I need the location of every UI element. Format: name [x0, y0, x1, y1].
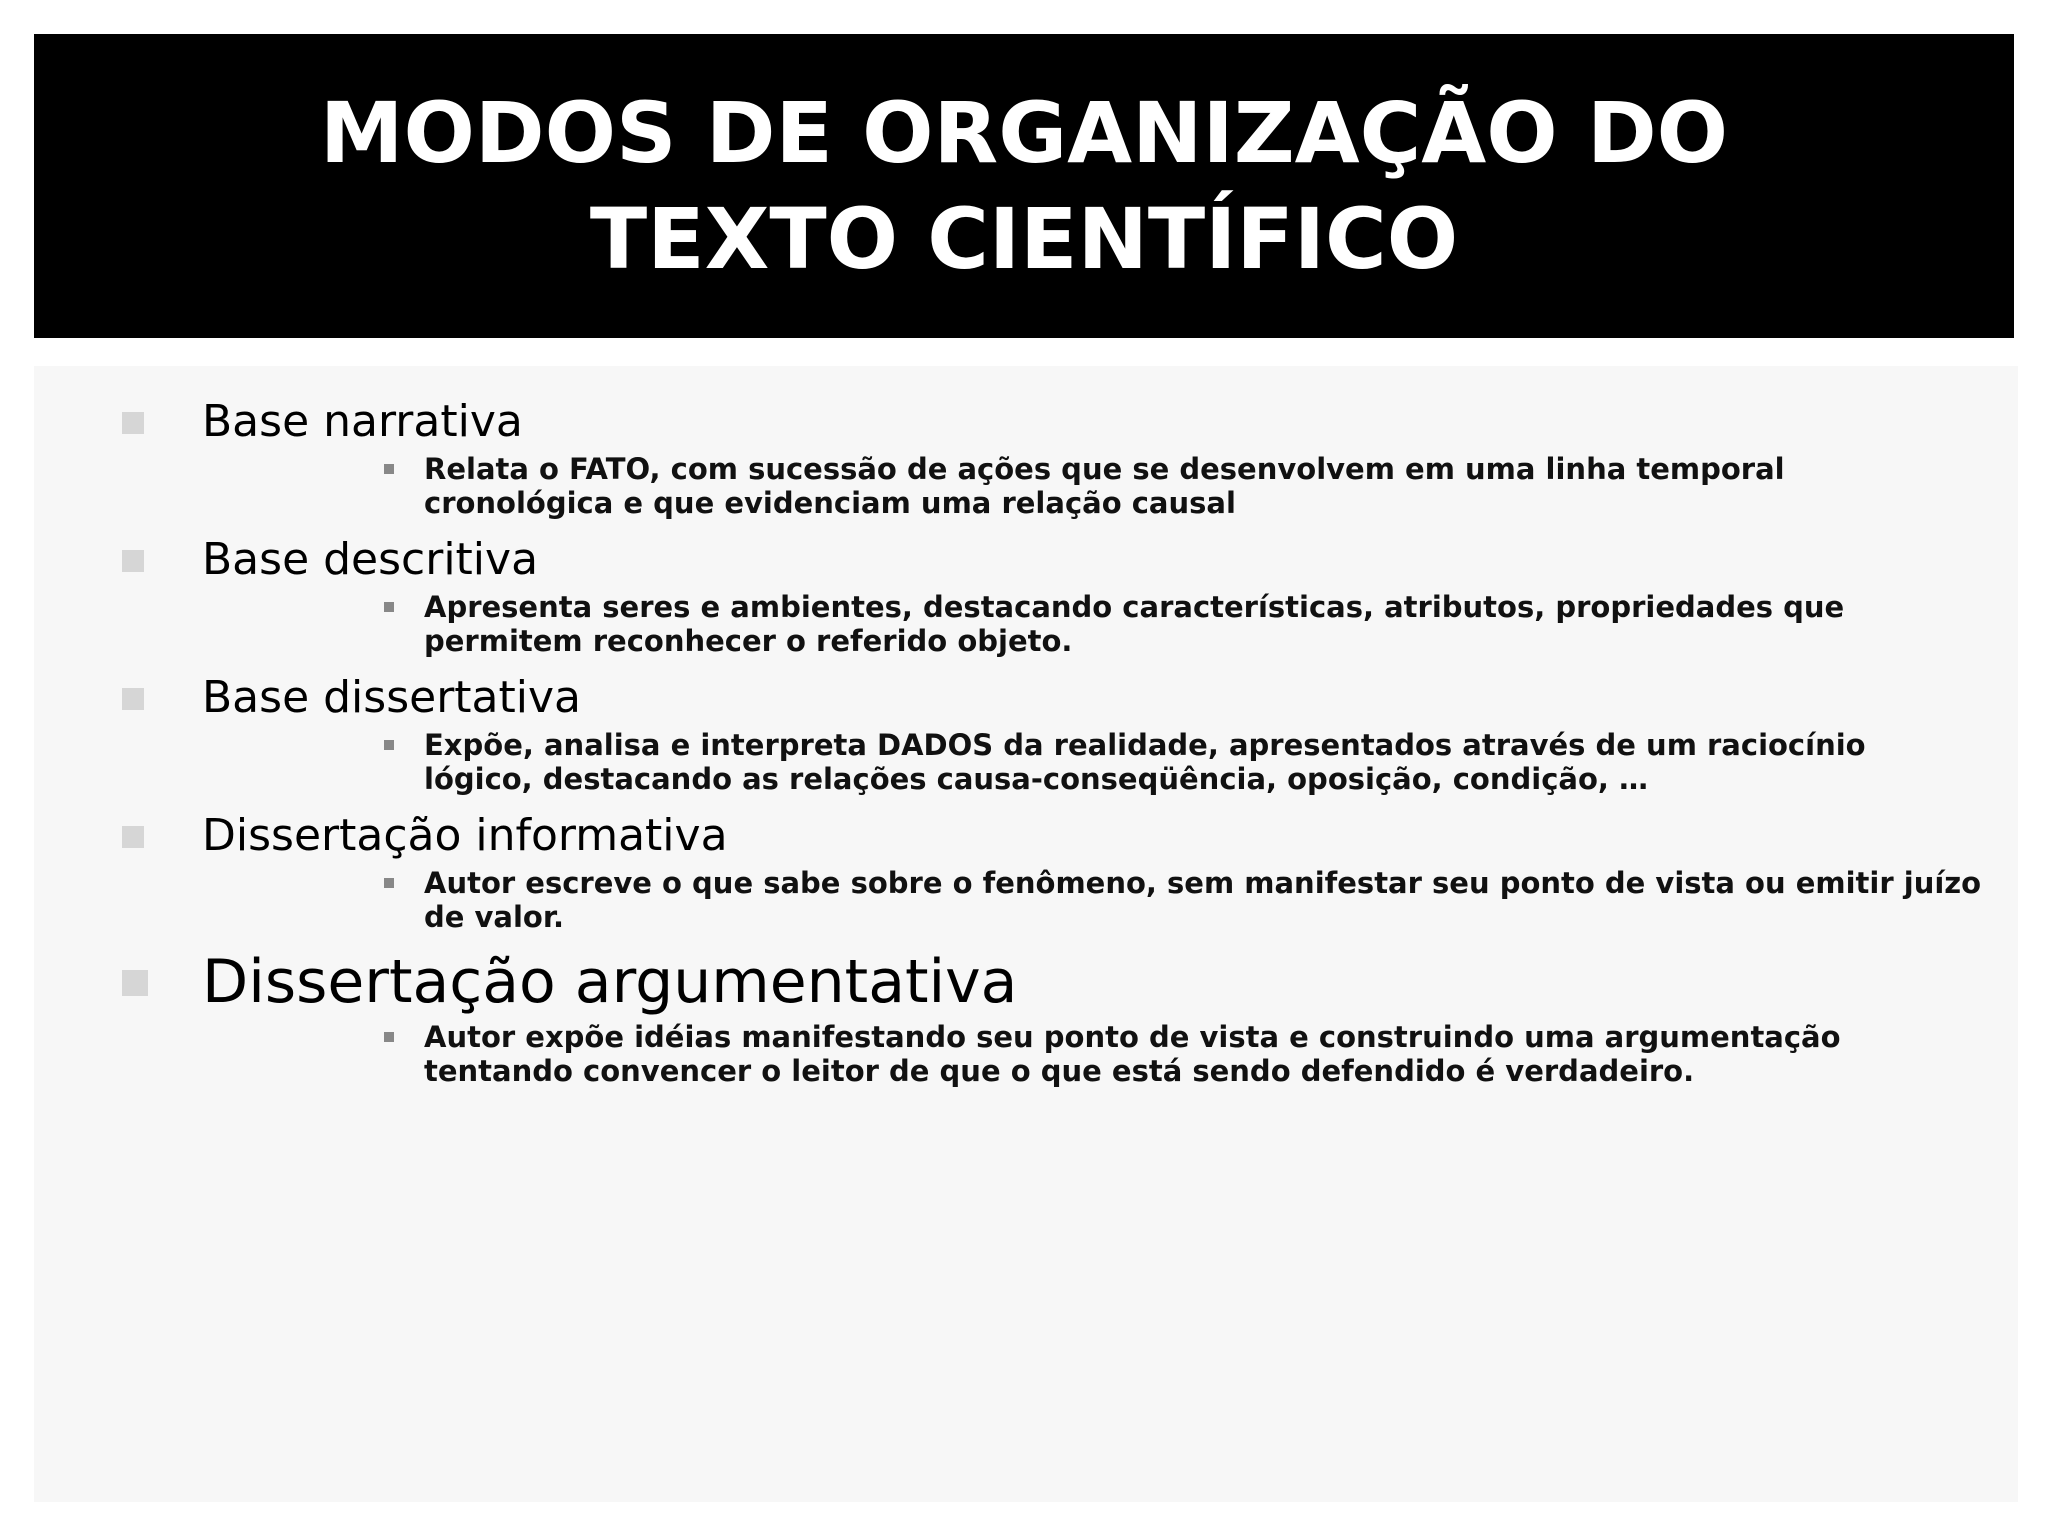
sub-bullet-text: Autor expõe idéias manifestando seu ponto de vista e construindo uma argumentação tentando convencer o leitor de que o que está sendo defendido é verdadeiro.: [424, 1020, 1841, 1088]
square-bullet-icon: [122, 826, 144, 848]
sub-bullet-row: [384, 590, 2002, 658]
sub-bullet-row: [384, 452, 2002, 520]
bullet-item-base-dissertativa: [122, 668, 2002, 796]
square-bullet-icon: [122, 412, 144, 434]
bullet-item-base-descritiva: [122, 530, 2002, 658]
sub-bullet-row: [384, 1020, 2002, 1088]
bullet-row: [122, 668, 2002, 728]
sub-bullet-text: Expõe, analisa e interpreta DADOS da realidade, apresentados através de um raciocínio lógico, destacando as relações causa-conseqüência, oposição, condição, …: [424, 728, 1866, 796]
bullet-label: Dissertação informativa: [202, 810, 728, 861]
bullet-list: [122, 392, 2002, 1098]
bullet-item-base-narrativa: [122, 392, 2002, 520]
bullet-label: Base narrativa: [202, 396, 523, 447]
bullet-row: [122, 944, 2002, 1020]
bullet-row: [122, 530, 2002, 590]
small-square-bullet-icon: [384, 878, 394, 888]
bullet-row: [122, 806, 2002, 866]
sub-bullet-row: [384, 728, 2002, 796]
slide-header: [34, 34, 2014, 338]
bullet-item-dissertacao-informativa: [122, 806, 2002, 934]
square-bullet-icon: [122, 688, 144, 710]
slide-title: MODOS DE ORGANIZAÇÃO DO TEXTO CIENTÍFICO: [319, 84, 1729, 288]
bullet-label: Base descritiva: [202, 534, 539, 585]
sub-bullet-text: Autor escreve o que sabe sobre o fenômeno, sem manifestar seu ponto de vista ou emitir juízo de valor.: [424, 866, 1982, 934]
bullet-label: Dissertação argumentativa: [202, 947, 1018, 1017]
small-square-bullet-icon: [384, 740, 394, 750]
bullet-item-dissertacao-argumentativa: [122, 944, 2002, 1088]
bullet-row: [122, 392, 2002, 452]
bullet-label: Base dissertativa: [202, 672, 581, 723]
slide-body: [34, 366, 2018, 1502]
sub-bullet-text: Relata o FATO, com sucessão de ações que se desenvolvem em uma linha temporal cronológica e que evidenciam uma relação causal: [424, 452, 1785, 520]
small-square-bullet-icon: [384, 464, 394, 474]
square-bullet-icon: [122, 970, 148, 996]
sub-bullet-text: Apresenta seres e ambientes, destacando características, atributos, propriedades que permitem reconhecer o referido objeto.: [424, 590, 1845, 658]
sub-bullet-row: [384, 866, 2002, 934]
square-bullet-icon: [122, 550, 144, 572]
small-square-bullet-icon: [384, 602, 394, 612]
small-square-bullet-icon: [384, 1032, 394, 1042]
